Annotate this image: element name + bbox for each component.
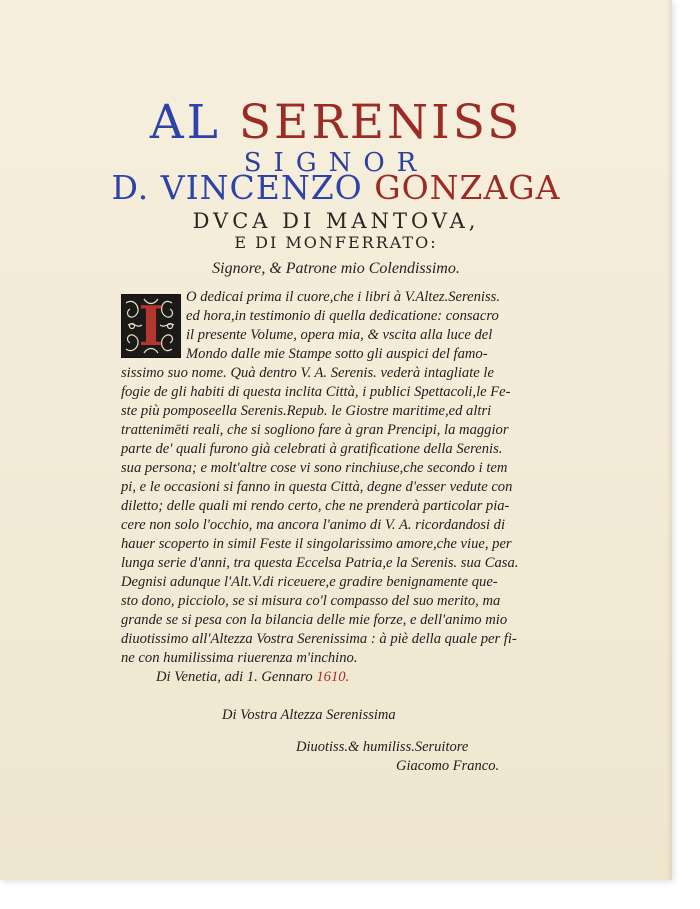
body-line-11: pi, e le occasioni si fanno in questa Città, degne d'esser vedute con bbox=[121, 479, 513, 495]
title-duca: DVCA DI MANTOVA, bbox=[192, 209, 480, 233]
body-line-13: cere non solo l'occhio, ma ancora l'animo di V. A. ricordandosi di bbox=[121, 517, 506, 533]
body-line-17: sto dono, picciolo, se si misura co'l compasso del suo merito, ma bbox=[121, 593, 501, 609]
date-line bbox=[156, 669, 349, 686]
title-line-3 bbox=[0, 168, 672, 207]
title-line-1 bbox=[0, 95, 672, 150]
body-line-8: trattenimēti reali, che si sogliono fare à gran Prencipi, la maggior bbox=[121, 422, 509, 438]
body-line-10: sua persona; e molt'altre cose vi sono rinchiuse,che secondo i tem bbox=[121, 460, 508, 476]
body-line-12: diletto; delle quali mi rendo certo, che ne prenderà particolar pia- bbox=[121, 498, 510, 514]
title-gonzaga: GONZAGA bbox=[374, 168, 561, 207]
title-monferrato: E DI MONFERRATO: bbox=[234, 233, 438, 252]
body-line-16: Degnisi adunque l'Alt.V.di riceuere,e gradire benignamente que- bbox=[121, 574, 498, 590]
title-vincenzo: D. VINCENZO bbox=[111, 168, 375, 207]
signature-title: Diuotiss.& humiliss.Seruitore bbox=[296, 739, 469, 755]
signature-name: Giacomo Franco. bbox=[396, 758, 500, 774]
body-line-20: ne con humilissima riuerenza m'inchino. bbox=[121, 650, 358, 666]
salutation: Signore, & Patrone mio Colendissimo. bbox=[212, 260, 460, 277]
body-line-3: il presente Volume, opera mia, & vscita alla luce del bbox=[186, 327, 493, 343]
closing-line: Di Vostra Altezza Serenissima bbox=[222, 707, 396, 723]
body-line-1: O dedicai prima il cuore,che i libri à V.Altez.Sereniss. bbox=[186, 289, 500, 305]
body-line-2: ed hora,in testimonio di quella dedicatione: consacro bbox=[186, 308, 499, 324]
date-year: 1610. bbox=[316, 669, 350, 685]
body-line-9: parte de' quali furono già celebrati à gratificatione della Serenis. bbox=[121, 441, 503, 457]
body-line-7: ste più pomposeella Serenis.Repub. le Giostre maritime,ed altri bbox=[121, 403, 492, 419]
title-sereniss: SERENISS bbox=[238, 95, 523, 150]
body-line-4: Mondo dalle mie Stampe sotto gli auspici del famo- bbox=[186, 346, 488, 362]
initial-letter: I bbox=[138, 294, 164, 358]
body-line-5: sissimo suo nome. Quà dentro V. A. Serenis. vederà intagliate le bbox=[121, 365, 494, 381]
body-line-6: fogie de gli habiti di questa inclita Città, i publici Spettacoli,le Fe- bbox=[121, 384, 511, 400]
body-line-14: hauer scoperto in simil Feste il singolarissimo amore,che viue, per bbox=[121, 536, 512, 552]
title-signor: SIGNOR bbox=[243, 148, 429, 178]
date-prefix: Di Venetia, adi 1. Gennaro bbox=[156, 669, 317, 685]
body-line-19: diuotissimo all'Altezza Vostra Serenissima : à piè della quale per fi- bbox=[121, 631, 517, 647]
decorated-initial bbox=[121, 294, 181, 358]
title-al: AL bbox=[149, 95, 239, 150]
body-line-18: grande se si pesa con la bilancia delle mie forze, e dell'animo mio bbox=[121, 612, 508, 628]
body-line-15: lunga serie d'anni, tra questa Eccelsa Patria,e la Serenis. sua Casa. bbox=[121, 555, 519, 571]
